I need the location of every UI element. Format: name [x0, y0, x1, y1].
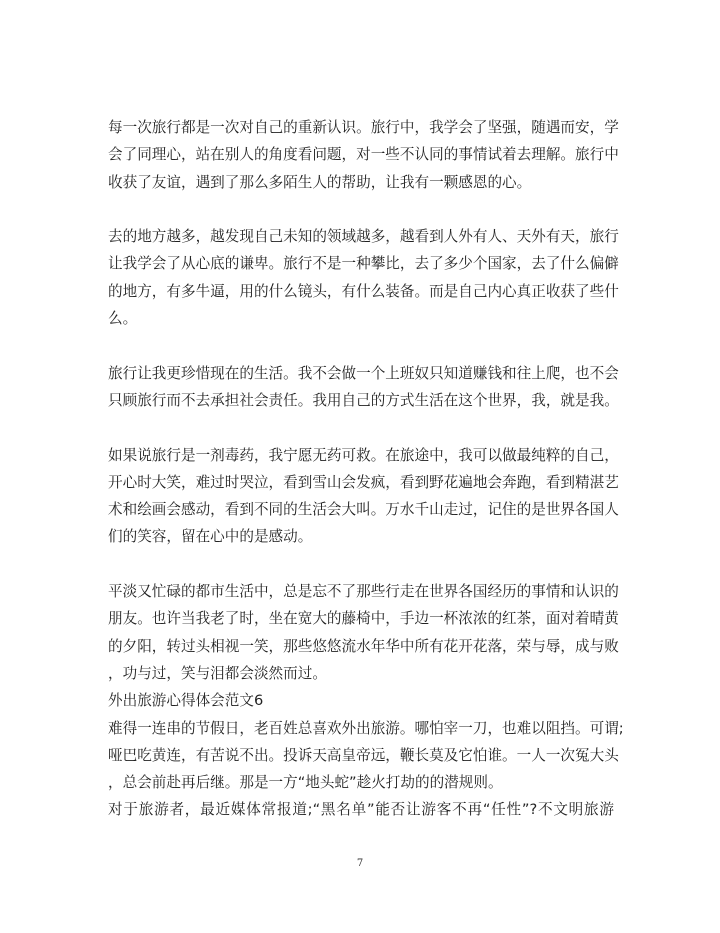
text-line: ，总会前赴再后继。那是一方“地头蛇”趁火打劫的的潜规则。 — [108, 774, 503, 792]
text-line: 朋友。也许当我老了时，坐在宽大的藤椅中，手边一杯浓浓的红茶，面对着晴黄 — [108, 610, 619, 628]
text-line: 的夕阳，转过头相视一笑，那些悠悠流水年华中所有花开花落，荣与辱，成与败 — [108, 637, 619, 655]
text-line: 的地方，有多牛逼，用的什么镜头，有什么装备。而是自己内心真正收获了些什 — [108, 282, 619, 300]
paragraph — [108, 442, 619, 551]
text-line: 每一次旅行都是一次对自己的重新认识。旅行中，我学会了坚强，随遇而安，学 — [108, 119, 619, 136]
document-body — [108, 114, 624, 824]
paragraph — [108, 114, 619, 196]
text-line: 去的地方越多，越发现自己未知的领域越多，越看到人外有人、天外有天，旅行 — [108, 228, 619, 246]
text-line: 会了同理心，站在别人的角度看问题，对一些不认同的事情试着去理解。旅行中 — [108, 146, 619, 164]
text-line: 们的笑容，留在心中的是感动。 — [108, 528, 313, 546]
text-line: 难得一连串的节假日，老百姓总喜欢外出旅游。哪怕宰一刀，也难以阻挡。可谓; — [108, 719, 624, 737]
paragraph — [108, 578, 619, 687]
text-line: 收获了友谊，遇到了那么多陌生人的帮助，让我有一颗感恩的心。 — [108, 173, 532, 191]
paragraph — [108, 223, 619, 332]
section-title: 外出旅游心得体会范文6 — [108, 692, 264, 710]
text-line: 如果说旅行是一剂毒药，我宁愿无药可救。在旅途中，我可以做最纯粹的自己， — [108, 446, 619, 464]
text-line: 么。 — [108, 310, 138, 328]
paragraph-gap — [108, 414, 614, 441]
text-line: 开心时大笑，难过时哭泣，看到雪山会发疯，看到野花遍地会奔跑，看到精湛艺 — [108, 473, 619, 491]
text-line: 对于旅游者，最近媒体常报道;“黑名单”能否让游客不再“任性”?不文明旅游 — [108, 801, 614, 819]
paragraph-gap — [108, 196, 614, 223]
page-number: 7 — [356, 858, 364, 869]
paragraph-gap — [108, 332, 614, 359]
text-line: 术和绘画会感动，看到不同的生活会大叫。万水千山走过，记住的是世界各国人 — [108, 501, 619, 519]
text-line: 哑巴吃黄连，有苦说不出。投诉天高皇帝远，鞭长莫及它怕谁。一人一次冤大头 — [108, 746, 619, 764]
text-line: 旅行让我更珍惜现在的生活。我不会做一个上班奴只知道赚钱和往上爬，也不会 — [108, 364, 619, 382]
text-line: ，功与过，笑与泪都会淡然而过。 — [108, 664, 327, 682]
paragraph-gap — [108, 551, 614, 578]
paragraph — [108, 360, 619, 415]
paragraph — [108, 715, 624, 824]
text-line: 只顾旅行而不去承担社会责任。我用自己的方式生活在这个世界，我，就是我。 — [108, 391, 619, 409]
text-line: 平淡又忙碌的都市生活中，总是忘不了那些行走在世界各国经历的事情和认识的 — [108, 583, 619, 601]
text-line: 让我学会了从心底的谦卑。旅行不是一种攀比，去了多少个国家，去了什么偏僻 — [108, 255, 619, 273]
